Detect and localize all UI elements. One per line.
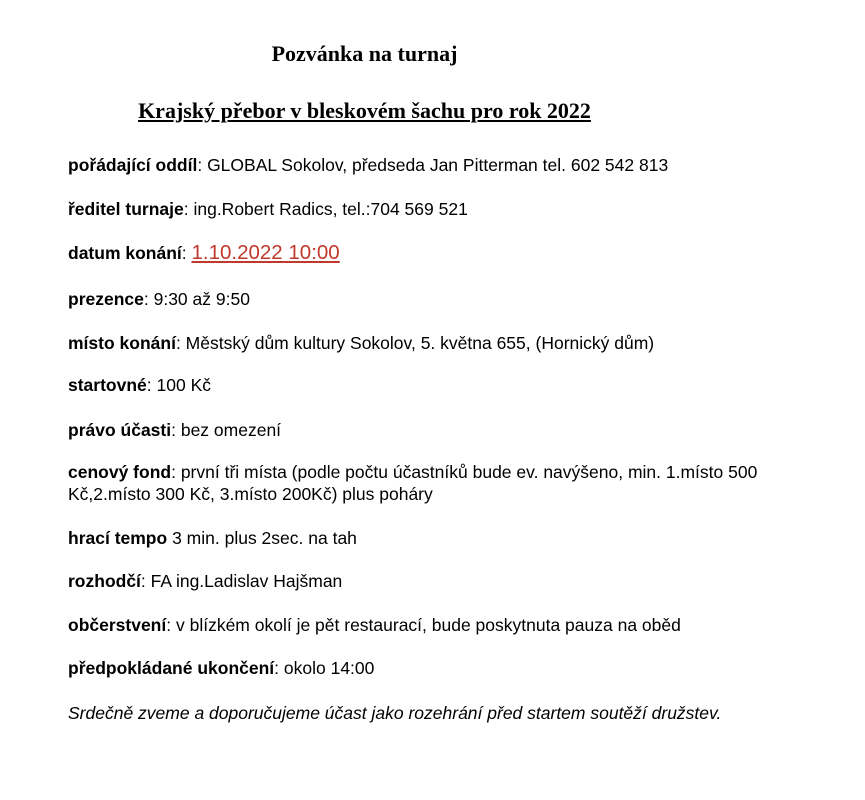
row-label: občerstvení — [68, 615, 167, 635]
row-separator: : — [166, 615, 176, 635]
row-label: místo konání — [68, 333, 176, 353]
info-row-arbiter — [68, 570, 828, 592]
date-link[interactable]: 1.10.2022 10:00 — [191, 241, 340, 264]
row-separator: : — [197, 155, 208, 175]
info-row-entry-fee — [68, 374, 828, 396]
row-label: předpokládané ukončení — [68, 658, 275, 678]
row-value: ing.Robert Radics, tel.:704 569 521 — [193, 199, 468, 219]
info-row-refreshments — [68, 614, 828, 636]
info-row-prize-fund — [68, 461, 828, 505]
row-value: GLOBAL Sokolov, předseda Jan Pitterman tel. 602 542 813 — [207, 155, 669, 175]
info-row-end-time — [68, 657, 828, 679]
row-label: datum konání — [68, 243, 182, 263]
page-title: Pozvánka na turnaj — [271, 41, 458, 66]
row-label: pořádající oddíl — [68, 155, 198, 175]
info-row-venue — [68, 332, 828, 354]
row-separator: : — [143, 289, 154, 309]
info-row-director — [68, 198, 828, 220]
row-value: 3 min. plus 2sec. na tah — [172, 528, 357, 548]
row-label: hrací tempo — [68, 528, 168, 548]
row-label: právo účasti — [68, 420, 172, 440]
info-row-organizer — [68, 154, 828, 176]
row-separator: : — [274, 658, 284, 678]
info-row-eligibility — [68, 419, 828, 441]
row-separator: : — [181, 243, 192, 263]
row-label: prezence — [68, 289, 144, 309]
row-value: okolo 14:00 — [283, 658, 375, 678]
row-value: 100 Kč — [156, 375, 211, 395]
info-row-registration — [68, 288, 828, 310]
row-separator: : — [140, 571, 151, 591]
closing-note: Srdečně zveme a doporučujeme účast jako rozehrání před startem soutěží družstev. — [68, 703, 722, 723]
row-separator: : — [183, 199, 194, 219]
row-value: 9:30 až 9:50 — [153, 289, 250, 309]
row-value: FA ing.Ladislav Hajšman — [150, 571, 343, 591]
info-row-time-control — [68, 527, 828, 549]
row-separator: : — [171, 462, 181, 482]
tournament-name: Krajský přebor v bleskovém šachu pro rok 2022 — [138, 98, 591, 123]
info-row-date — [68, 242, 828, 264]
row-separator: : — [171, 420, 181, 440]
row-value: první tři místa (podle počtu účastníků bude ev. navýšeno, min. 1.místo 500 Kč,2.místo 300 Kč, 3.místo 200Kč) plus poháry — [68, 462, 758, 504]
row-separator: : — [175, 333, 186, 353]
row-value: v blízkém okolí je pět restaurací, bude poskytnuta pauza na oběd — [175, 615, 681, 635]
row-value: Městský dům kultury Sokolov, 5. května 655, (Hornický dům) — [185, 333, 655, 353]
row-separator: : — [146, 375, 157, 395]
row-value: bez omezení — [180, 420, 282, 440]
row-label: startovné — [68, 375, 147, 395]
row-label: ředitel turnaje — [68, 199, 184, 219]
row-label: rozhodčí — [68, 571, 141, 591]
row-label: cenový fond — [68, 462, 172, 482]
